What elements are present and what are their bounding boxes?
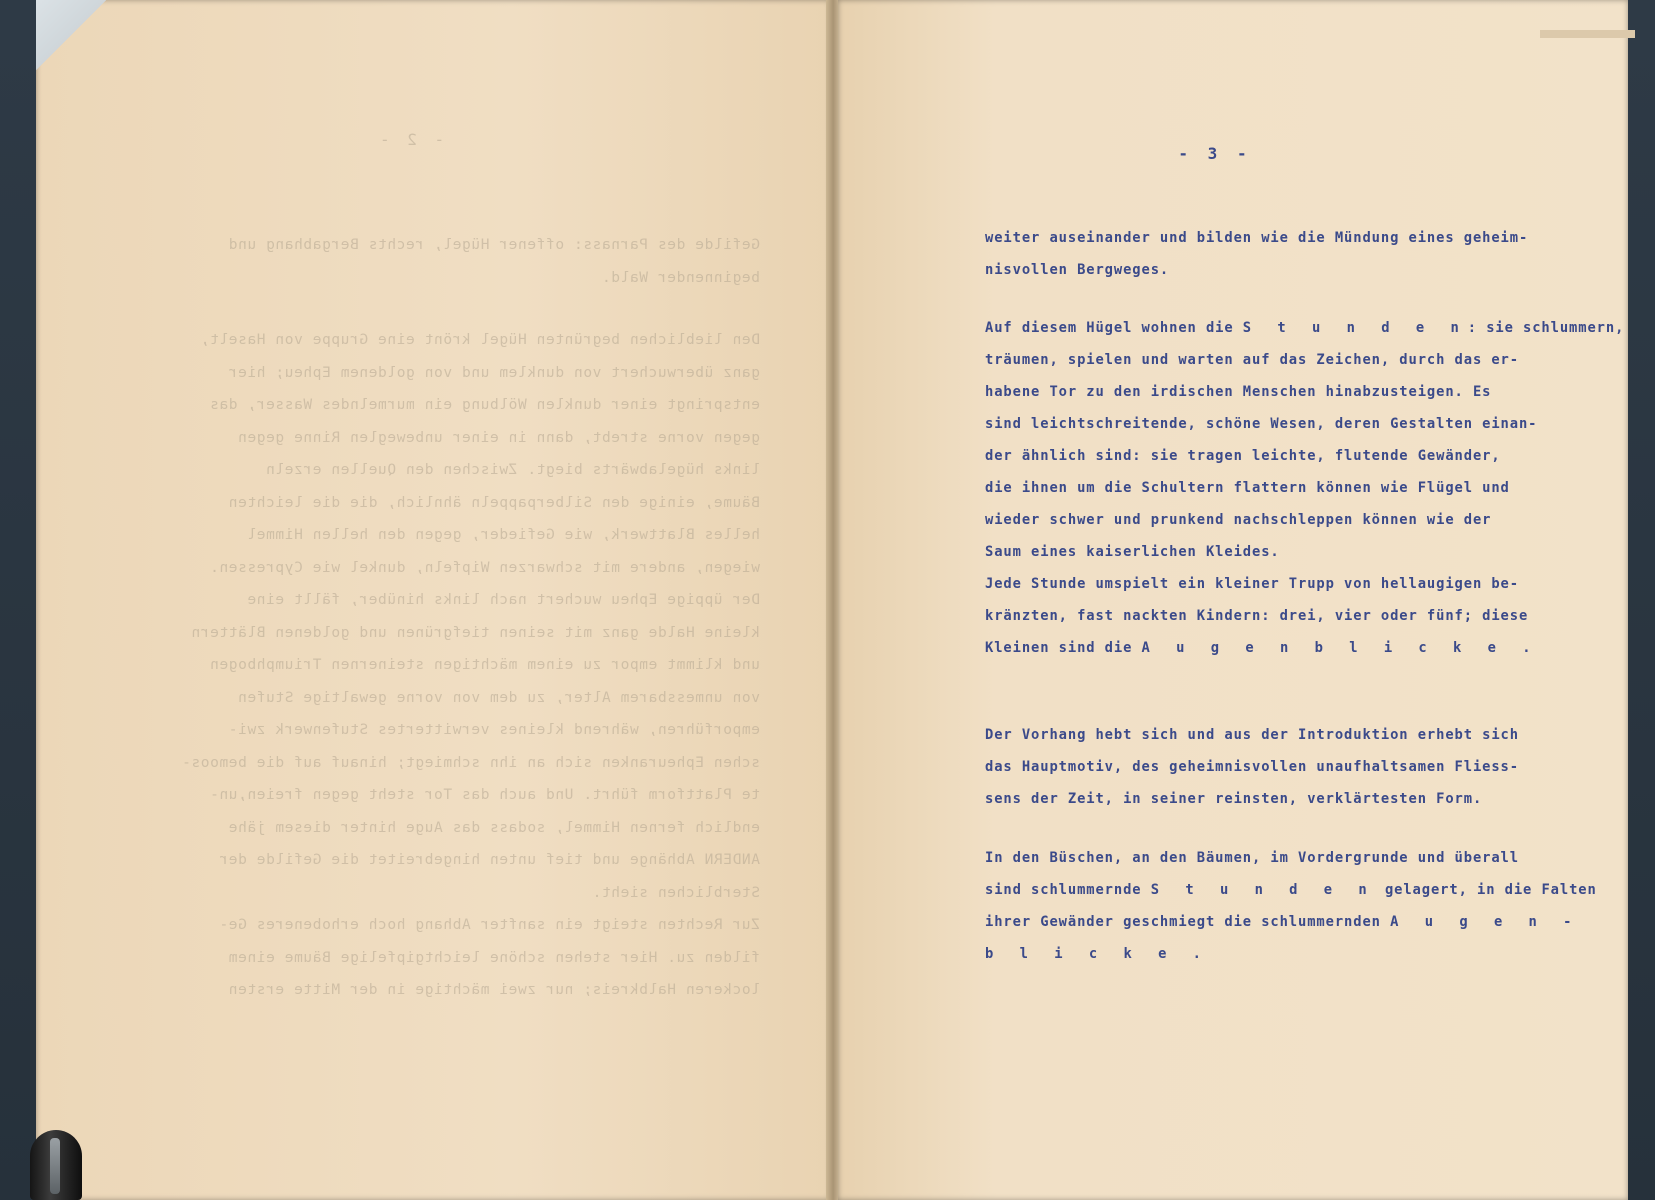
text-line: der ähnlich sind: sie tragen leichte, flutende Gewänder, xyxy=(985,448,1501,464)
emphasis-spaced: S t u n d e n xyxy=(1150,882,1376,898)
bleed-through-line: kleine Halde ganz mit seinen tiefgrünen und goldenen Blättern xyxy=(190,624,760,641)
bleed-through-line: ANDERN Abhänge und tief unten hingebreitet die Gefilde der xyxy=(218,852,760,868)
emphasis-spaced: A u g e n b l i c k e . xyxy=(1141,640,1540,656)
text-segment: ihrer Gewänder geschmiegt die schlummernden xyxy=(985,914,1381,930)
bleed-through-line: endlich fernen Himmel, sodass das Auge hinter diesem jähe xyxy=(228,819,760,836)
text-segment: sind schlummernde xyxy=(985,882,1142,898)
bleed-through-line: Gefilde des Parnass: offener Hügel, rechts Bergabhang und xyxy=(228,237,760,253)
left-page-number: - 2 - xyxy=(375,130,445,149)
bleed-through-line: te Plattform führt. Und auch das Tor steht gegen freien,un- xyxy=(209,787,760,803)
bleed-through-line: Sterblichen sieht. xyxy=(592,884,760,901)
text-line: weiter auseinander und bilden wie die Mündung eines geheim- xyxy=(985,230,1529,246)
text-line: sens der Zeit, in seiner reinsten, verklärtesten Form. xyxy=(985,791,1483,807)
right-page-top-edge xyxy=(1540,30,1635,38)
bleed-through-line: Den lieblichen begrünten Hügel krönt eine Gruppe von Haselt, xyxy=(200,332,760,348)
text-line xyxy=(985,320,1624,336)
text-line: sind leichtschreitende, schöne Wesen, deren Gestalten einan- xyxy=(985,416,1538,432)
text-line: Der Vorhang hebt sich und aus der Introduktion erhebt sich xyxy=(985,727,1519,743)
right-page-number: - 3 - xyxy=(1178,144,1252,163)
bleed-through-line: emporführen, während kleines verwittertes Stufenwerk zwi- xyxy=(228,722,760,738)
bleed-through-line: von unmessbarem Alter, zu dem von vorne gewaltige Stufen xyxy=(237,689,760,706)
bleed-through-line: entspringt einer dunklen Wölbung ein murmelndes Wasser, das xyxy=(209,397,760,413)
bleed-through-line: Bäume, einige den Silberpappeln ähnlich, die die leichten xyxy=(228,494,760,511)
emphasis-spaced: A u g e n - xyxy=(1390,914,1581,930)
bleed-through-line: Der üppige Epheu wuchert nach links hinüber, fällt eine xyxy=(246,592,760,608)
bleed-through-line: ganz überwuchert von dunklem und von goldenem Epheu; hier xyxy=(228,364,760,381)
text-line xyxy=(985,882,1597,898)
bleed-through-line: gegen vorne strebt, dann in einer unbeweglen Rinne gegen xyxy=(237,429,760,446)
bleed-through-line: beginnender Wald. xyxy=(601,269,760,286)
bleed-through-line: helles Blattwerk, wie Gefieder, gegen den hellen Himmel xyxy=(246,527,760,543)
bleed-through-line: Zur Rechten steigt ein sanfter Abhang hoch erhobeneres Ge- xyxy=(218,917,760,933)
text-line: nisvollen Bergweges. xyxy=(985,262,1170,278)
text-line: kränzten, fast nackten Kindern: drei, vier oder fünf; diese xyxy=(985,608,1529,624)
text-line xyxy=(985,914,1580,930)
binder-clip xyxy=(30,1130,82,1200)
bleed-through-line: schen Epheuranken sich an ihn schmiegt; hinauf auf die bemoos- xyxy=(181,754,760,771)
text-segment: : sie schlummern, xyxy=(1467,320,1625,336)
paper-corner-fold xyxy=(36,0,106,70)
bleed-through-line: und klimmt empor zu einem mächtigen steinernen Triumphbogen xyxy=(209,657,760,673)
text-line: Saum eines kaiserlichen Kleides. xyxy=(985,544,1280,560)
bleed-through-line: wiegen, andere mit schwarzen Wipfeln, dunkel wie Cypressen. xyxy=(209,559,760,576)
text-segment: Kleinen sind die xyxy=(985,640,1133,656)
emphasis-spaced: S t u n d e n xyxy=(1242,320,1468,336)
text-segment: gelagert, in die Falten xyxy=(1384,882,1597,898)
text-line xyxy=(985,946,1210,962)
text-line: habene Tor zu den irdischen Menschen hinabzusteigen. Es xyxy=(985,384,1492,400)
text-line: In den Büschen, an den Bäumen, im Vordergrunde und überall xyxy=(985,850,1519,866)
text-segment: Auf diesem Hügel wohnen die xyxy=(985,320,1234,336)
text-line xyxy=(985,640,1540,656)
text-line: die ihnen um die Schultern flattern können wie Flügel und xyxy=(985,480,1510,496)
bleed-through-line xyxy=(60,294,760,324)
bleed-through-line: links hügelabwärts biegt. Zwischen den Quellen erzeln xyxy=(265,462,760,478)
right-page xyxy=(838,0,1628,1200)
emphasis-spaced: b l i c k e . xyxy=(985,946,1210,962)
text-line: das Hauptmotiv, des geheimnisvollen unaufhaltsamen Fliess- xyxy=(985,759,1519,775)
bleed-through-line: filden zu. Hier stehen schöne leichtgipfelige Bäume einem xyxy=(228,949,760,966)
left-page-lines xyxy=(60,229,760,1007)
text-line: träumen, spielen und warten auf das Zeichen, durch das er- xyxy=(985,352,1519,368)
text-line: wieder schwer und prunkend nachschleppen können wie der xyxy=(985,512,1492,528)
text-line: Jede Stunde umspielt ein kleiner Trupp von hellaugigen be- xyxy=(985,576,1519,592)
left-page-bleed-through xyxy=(60,130,760,1007)
bleed-through-line: lockeren Halbkreis; nur zwei mächtige in der Mitte ersten xyxy=(228,982,760,998)
